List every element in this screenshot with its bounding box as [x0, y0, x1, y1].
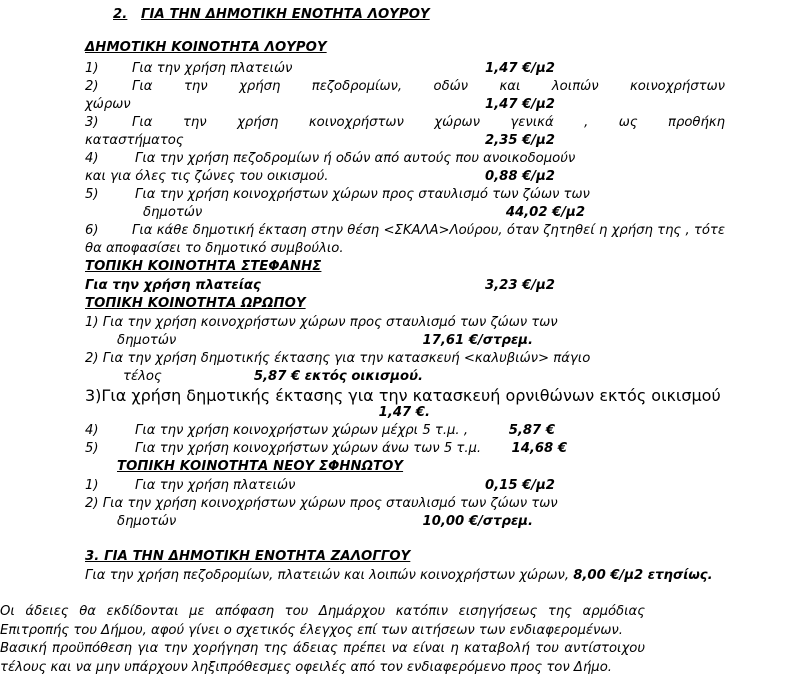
section-3-title-row	[85, 548, 725, 567]
section-2-title-row	[85, 6, 725, 26]
list-text: Για την χρήση πλατειών	[132, 60, 292, 78]
lourou-item-3-line2	[85, 132, 725, 150]
list-text-cont: θα αποφασίσει το δημοτικό συμβούλιο.	[85, 240, 344, 258]
list-text: Για την χρήση κοινοχρήστων χώρων προς σταυλισμό των ζώων των	[135, 186, 590, 204]
section-3-text-group	[85, 567, 713, 585]
heading-community-lourou	[85, 39, 725, 58]
oropou-item-4	[85, 422, 725, 440]
list-text: Για κάθε δημοτική έκταση στην θέση <ΣΚΑΛΑ>Λούρου, όταν ζητηθεί η χρήση της , τότε	[132, 222, 725, 240]
price-value: 5,87 € εκτός οικισμού.	[85, 368, 423, 386]
price-value: 5,87 €	[85, 422, 555, 440]
sfinotou-item-1	[85, 477, 725, 495]
list-text: Για την χρήση πεζοδρομίων ή οδών από αυτούς που ανοικοδομούν	[135, 150, 575, 168]
oropou-item-1-line1	[85, 314, 725, 332]
sfinotou-item-2-line1	[85, 495, 725, 513]
list-number: 4)	[85, 422, 119, 440]
list-text-cont: χώρων	[85, 96, 131, 114]
closing-paragraph-line-4: τέλους και να μην υπάρχουν ληξιπρόθεσμες οφειλές από τον ενδιαφερόμενο προς τον Δήμο.	[0, 659, 645, 677]
oropou-item-1-line2	[85, 332, 725, 350]
price-value: 17,61 €/στρεμ.	[85, 332, 533, 350]
list-number: 2)	[85, 351, 99, 366]
list-text-cont: τέλος	[123, 368, 162, 386]
lourou-item-1	[85, 60, 725, 78]
heading-community-stefanis	[85, 258, 725, 277]
list-number: 1)	[85, 477, 119, 495]
lourou-item-2-line2	[85, 96, 725, 114]
lourou-item-4-line2	[85, 168, 725, 186]
price-value: 3,23 €/μ2	[85, 277, 555, 295]
price-value: 10,00 €/στρεμ.	[85, 513, 533, 531]
price-value: 0,15 €/μ2	[85, 477, 555, 495]
price-value: 0,88 €/μ2	[85, 168, 555, 186]
closing-paragraph	[0, 603, 645, 677]
list-text-cont: και για όλες τις ζώνες του οικισμού.	[85, 168, 328, 186]
list-number-text	[85, 314, 558, 332]
price-value: 44,02 €/μ2	[85, 204, 585, 222]
list-number: 1)	[85, 60, 119, 78]
list-number: 1)	[85, 315, 99, 330]
heading-community-oropou	[85, 295, 725, 314]
list-number-text	[85, 386, 721, 405]
list-number: 2)	[85, 78, 119, 96]
list-text: Για την χρήση δημοτικής έκτασης για την κατασκευή <καλυβιών> πάγιο	[103, 351, 591, 366]
sfinotou-item-2-line2	[85, 513, 725, 531]
heading-community-oropou-label: ΤΟΠΙΚΗ ΚΟΙΝΟΤΗΤΑ ΩΡΩΠΟΥ	[85, 295, 306, 313]
price-value: 14,68 €	[85, 440, 567, 458]
list-text-cont: καταστήματος	[85, 132, 184, 150]
list-text-cont: δημοτών	[117, 513, 176, 531]
list-number: 5)	[85, 440, 119, 458]
list-text: Για την χρήση κοινοχρήστων χώρων προς σταυλισμό των ζώων των	[103, 496, 558, 511]
list-text-cont: δημοτών	[117, 332, 176, 350]
lourou-item-3-line1	[85, 114, 725, 132]
list-number: 3)	[85, 386, 101, 405]
section-3-price: 8,00 €/μ2 ετησίως.	[573, 568, 712, 583]
list-text: Για την χρήση πεζοδρομίων, οδών και λοιπών κοινοχρήστων	[132, 78, 725, 96]
list-number: 5)	[85, 186, 119, 204]
lourou-item-5-line1	[85, 186, 725, 204]
price-value: 1,47 €/μ2	[85, 96, 555, 114]
oropou-item-3-price	[85, 404, 725, 422]
list-text-cont: δημοτών	[143, 204, 202, 222]
list-number: 3)	[85, 114, 119, 132]
list-text: Για την χρήση πλατειών	[135, 477, 295, 495]
oropou-item-2-line1	[85, 350, 725, 368]
list-text: Για χρήση δημοτικής έκτασης για την κατασκευή ορνιθώνων εκτός οικισμού	[101, 386, 720, 405]
list-text: Για την χρήση κοινοχρήστων χώρων άνω των 5 τ.μ.	[135, 440, 481, 458]
price-value: 2,35 €/μ2	[85, 132, 555, 150]
list-text: Για την χρήση κοινοχρήστων χώρων προς σταυλισμό των ζώων των	[103, 315, 558, 330]
oropou-item-2-line2	[85, 368, 725, 386]
closing-paragraph-line-3: Βασική προϋπόθεση για την χορήγηση της άδειας πρέπει να είναι η καταβολή του αντίστοιχου	[0, 640, 645, 659]
section-3-title: 3. ΓΙΑ ΤΗΝ ΔΗΜΟΤΙΚΗ ΕΝΟΤΗΤΑ ΖΑΛΟΓΓΟΥ	[85, 548, 410, 566]
section-3-text: Για την χρήση πεζοδρομίων, πλατειών και λοιπών κοινοχρήστων χώρων,	[85, 568, 573, 583]
section-2-number: 2.	[113, 6, 137, 24]
list-number-text	[85, 350, 590, 368]
heading-community-lourou-label: ΔΗΜΟΤΙΚΗ ΚΟΙΝΟΤΗΤΑ ΛΟΥΡΟΥ	[85, 39, 327, 57]
heading-community-stefanis-label: ΤΟΠΙΚΗ ΚΟΙΝΟΤΗΤΑ ΣΤΕΦΑΝΗΣ	[85, 258, 321, 276]
section-2-title: ΓΙΑ ΤΗΝ ΔΗΜΟΤΙΚΗ ΕΝΟΤΗΤΑ ΛΟΥΡΟΥ	[141, 6, 430, 24]
list-number: 6)	[85, 222, 119, 240]
lourou-item-4-line1	[85, 150, 725, 168]
section-3-text-row	[85, 567, 725, 585]
list-text: Για την χρήση πλατείας	[85, 277, 261, 295]
heading-community-sfinotou-label: ΤΟΠΙΚΗ ΚΟΙΝΟΤΗΤΑ ΝΕΟΥ ΣΦΗΝΩΤΟΥ	[117, 458, 403, 476]
lourou-item-2-line1	[85, 78, 725, 96]
list-text: Για την χρήση κοινοχρήστων χώρων γενικά , ως προθήκη	[132, 114, 725, 132]
list-number: 2)	[85, 496, 99, 511]
lourou-item-6-line1	[85, 222, 725, 240]
heading-community-sfinotou	[85, 458, 725, 477]
price-value: 1,47 €.	[85, 404, 430, 422]
lourou-item-5-line2	[85, 204, 725, 222]
list-number-text	[85, 495, 558, 513]
oropou-item-5	[85, 440, 725, 458]
list-number: 4)	[85, 150, 119, 168]
oropou-item-3-line1	[85, 386, 725, 404]
closing-paragraph-line-1: Οι άδειες θα εκδίδονται με απόφαση του Δημάρχου κατόπιν εισηγήσεως της αρμόδιας	[0, 603, 645, 622]
closing-paragraph-line-2: Επιτροπής του Δήμου, αφού γίνει ο σχετικός έλεγχος επί των αιτήσεων των ενδιαφερομένων.	[0, 622, 645, 641]
list-text: Για την χρήση κοινοχρήστων χώρων μέχρι 5 τ.μ. ,	[135, 422, 468, 440]
lourou-item-6-line2	[85, 240, 725, 258]
price-value: 1,47 €/μ2	[85, 60, 555, 78]
stefanis-item-1	[85, 277, 725, 295]
